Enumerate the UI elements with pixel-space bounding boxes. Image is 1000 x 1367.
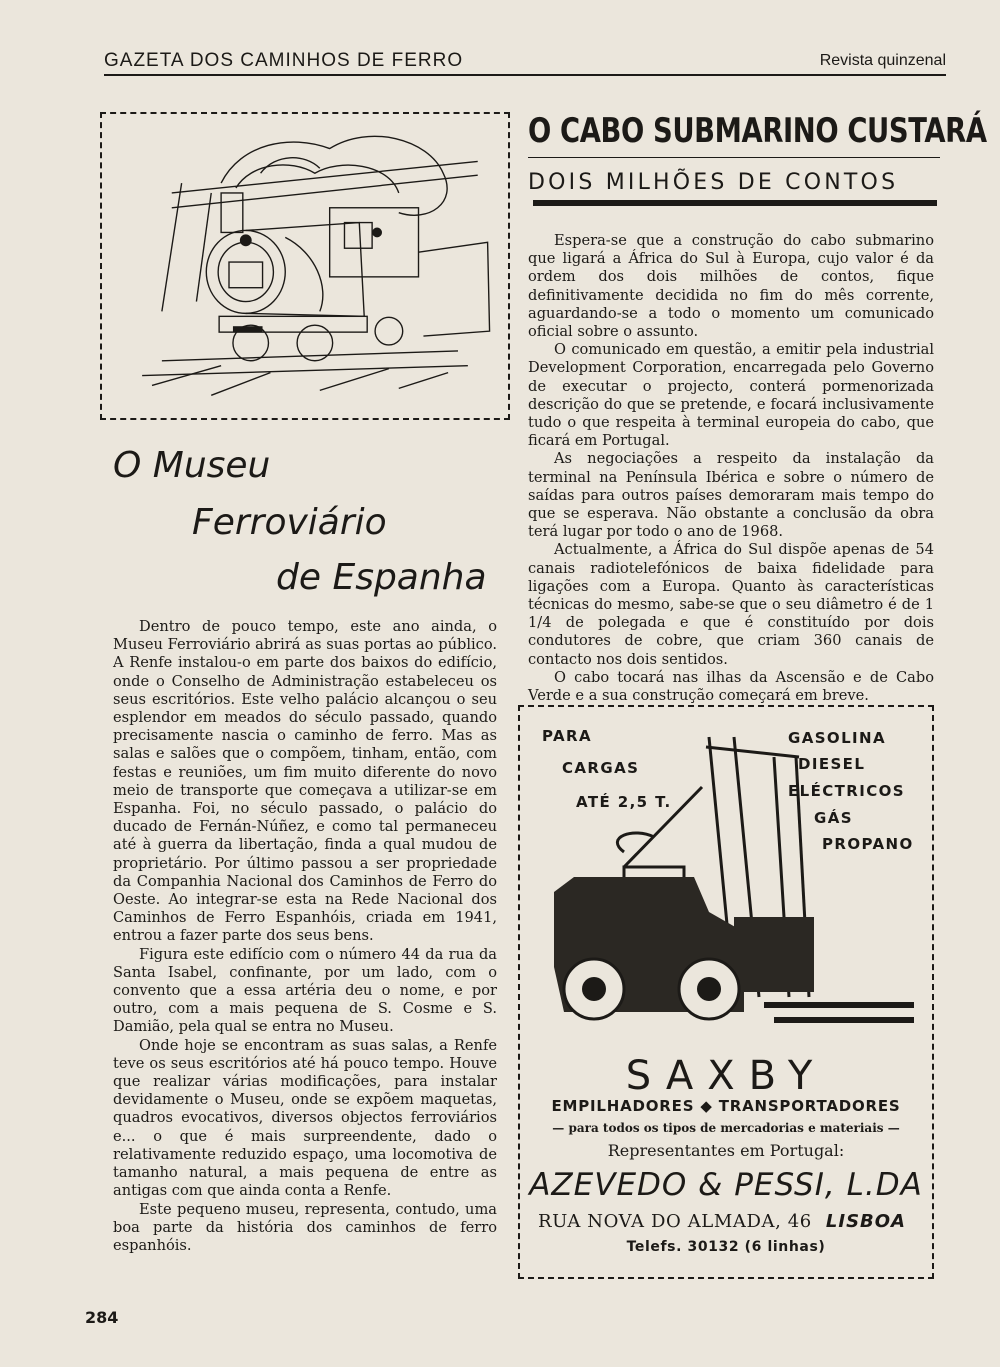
- ad-right-line: GASOLINA: [788, 729, 886, 747]
- ad-right-line: ELÉCTRICOS: [788, 782, 905, 800]
- brand-name: SAXBY: [625, 1053, 827, 1099]
- cable-headline: O CABO SUBMARINO CUSTARÁ: [528, 112, 987, 151]
- ad-right-line: PROPANO: [822, 835, 914, 853]
- cable-article-body: [528, 232, 934, 705]
- article-title-line-3: de Espanha: [276, 557, 487, 598]
- company-address: RUA NOVA DO ALMADA, 46: [538, 1211, 812, 1232]
- article-paragraph: As negociações a respeito da instalação da terminal na Península Ibérica e sobre o número de saídas para outros países demoraram mais tempo do que se esperava. Não obstante a conclusão da obra terá lugar por todo o ano de 1968.: [528, 450, 934, 541]
- article-paragraph: Dentro de pouco tempo, este ano ainda, o Museu Ferroviário abrirá as suas portas ao público. A Renfe instalou-o em parte dos baixos do edifício, onde o Conselho de Administração estabeleceu os seus escritórios. Este velho palácio alcançou o seu esplendor em meados do século passado, quando precisamente nascia o caminho de ferro. Mas as salas e salões que o compõem, tinham, então, com festas e reuniões, um fim muito diferente do novo meio de transporte que começava a utilizar-se em Espanha. Foi, no século passado, o palácio do ducado de Fernán-Núñez, e como tal permaneceu até à guerra da libertação, finda a qual mudou de proprietário. Por último passou a ser propriedade da Companhia Nacional dos Caminhos de Ferro do Oeste. Ao integrar-se esta na Rede Nacional dos Caminhos de Ferro Espanhóis, criada em 1941, entrou a fazer parte dos seus bens.: [113, 618, 497, 945]
- locomotive-illustration: [100, 112, 510, 420]
- ad-tagline: — para todos os tipos de mercadorias e materiais —: [552, 1121, 900, 1135]
- article-paragraph: Figura este edifício com o número 44 da rua da Santa Isabel, confinante, por um lado, com o convento que a essa artéria deu o nome, e por outro, com a mais pequena de S. Cosme e S. Damião, pela qual se entra no Museu.: [113, 945, 497, 1036]
- museum-article-body: [113, 618, 497, 1255]
- article-paragraph: Actualmente, a África do Sul dispõe apenas de 54 canais radiotelefónicos de baixa fidelidade para ligações com a Europa. Quanto às características técnicas do mesmo, sabe-se que o seu diâmetro é de 1 1/4 de polegada e que é constituído por dois condutores de cobre, que criam 360 canais de contacto nos dois sentidos.: [528, 541, 934, 668]
- article-paragraph: O cabo tocará nas ilhas da Ascensão e de Cabo Verde e a sua construção começará em breve.: [528, 668, 934, 705]
- article-paragraph: Espera-se que a construção do cabo submarino que ligará a África do Sul à Europa, cujo valor é da ordem dos dois milhões de contos, fique definitivamente decidida no fim do mês corrente, aguardando-se a todo o momento um comunicado oficial sobre o assunto.: [528, 232, 934, 341]
- publication-title: GAZETA DOS CAMINHOS DE FERRO: [104, 50, 464, 71]
- representatives-label: Representantes em Portugal:: [607, 1141, 845, 1160]
- ad-left-line: CARGAS: [562, 759, 640, 777]
- ad-left-line: ATÉ 2,5 T.: [576, 793, 672, 811]
- steam-locomotive-drawing: [102, 114, 508, 418]
- article-title-line-1: O Museu: [113, 445, 271, 486]
- headline-rule: [528, 157, 940, 158]
- company-city: LISBOA: [825, 1211, 906, 1232]
- article-paragraph: O comunicado em questão, a emitir pela industrial Development Corporation, encarregada pelo Governo de executar o projecto, conterá pormenorizada descrição do que se pretende, e focará inclusivamente tudo o que respeita à terminal europeia do cabo, que ficará em Portugal.: [528, 341, 934, 450]
- company-name: AZEVEDO & PESSI, L.DA: [529, 1167, 923, 1203]
- ad-left-line: PARA: [542, 727, 592, 745]
- saxby-advertisement: [518, 705, 934, 1279]
- ad-right-line: DIESEL: [798, 755, 866, 773]
- cable-subheadline: DOIS MILHÕES DE CONTOS: [528, 170, 899, 195]
- running-header: [104, 48, 946, 76]
- page-number: 284: [85, 1308, 119, 1327]
- article-paragraph: Onde hoje se encontram as suas salas, a Renfe teve os seus escritórios até há pouco tempo. Houve que realizar várias modificações, para instalar devidamente o Museu, onde se expõem maquetas, quadros evocativos, diversos objectos ferroviários e... o que é mais surpreendente, dado o relativamente reduzido espaço, uma locomotiva de tamanho natural, a mais pequena de entre as antigas com que ainda conta a Renfe.: [113, 1036, 497, 1200]
- article-paragraph: Este pequeno museu, representa, contudo, uma boa parte da história dos caminhos de ferro espanhóis.: [113, 1200, 497, 1254]
- publication-frequency: Revista quinzenal: [819, 52, 946, 69]
- subheadline-rule: [533, 200, 937, 206]
- ad-right-line: GÁS: [814, 809, 853, 827]
- product-line: EMPILHADORES ◆ TRANSPORTADORES: [551, 1097, 901, 1115]
- article-title-line-2: Ferroviário: [192, 502, 387, 543]
- company-phone: Telefs. 30132 (6 linhas): [626, 1239, 826, 1255]
